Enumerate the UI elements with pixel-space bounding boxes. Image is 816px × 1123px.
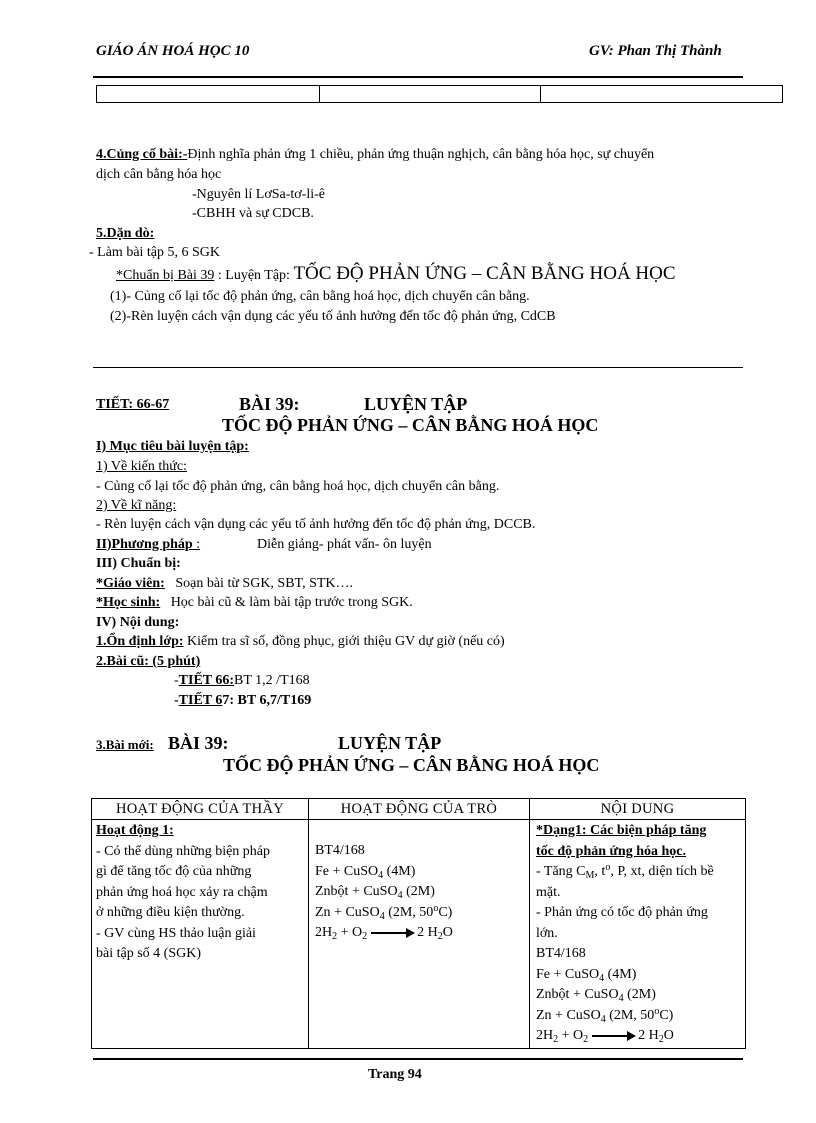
teacher-line: - GV cùng HS thảo luận giải: [96, 925, 256, 941]
bai-moi-subtitle: TỐC ĐỘ PHẢN ỨNG – CÂN BẰNG HOÁ HỌC: [223, 755, 600, 775]
activity-table: [91, 798, 746, 1049]
on-dinh-line: 1.Ổn định lớp: Kiểm tra sĩ số, đồng phục, giới thiệu GV dự giờ (nếu có): [96, 634, 505, 649]
header-rule: [93, 76, 743, 78]
content-line: - Phản ứng có tốc độ phản ứng: [536, 905, 708, 920]
cung-co-line2: dịch cân bằng hóa học: [96, 167, 222, 182]
teacher-line: ở những điều kiện thường.: [96, 905, 245, 920]
dan-do-item2: (2)-Rèn luyện cách vận dụng các yếu tố ảnh hưởng đến tốc độ phản ứng, CdCB: [110, 309, 556, 324]
teacher-line: - Có thể dùng những biện pháp: [96, 843, 271, 859]
knowledge-label: 1) Về kiến thức:: [96, 459, 187, 474]
cung-co-item1: -Nguyên lí LơSa-tơ-li-ê: [192, 187, 325, 202]
luyen-tap-title: LUYỆN TẬP: [364, 394, 468, 414]
reaction-4: $2H_2 + O_2$ 2 $H_2O$: [315, 925, 453, 942]
page-number: Trang 94: [368, 1067, 422, 1082]
skill-label: 2) Về kĩ năng:: [96, 498, 177, 513]
teacher-line: *Giáo viên: Soạn bài từ SGK, SBT, STK….: [96, 576, 354, 591]
prep-heading: III) Chuẩn bị:: [96, 556, 181, 571]
activity-title: Hoạt động 1:: [96, 823, 174, 838]
content-line: mặt.: [536, 884, 561, 900]
header-right: GV: Phan Thị Thành: [589, 43, 722, 59]
lesson-subtitle: TỐC ĐỘ PHẢN ỨNG – CÂN BẰNG HOÁ HỌC: [222, 415, 599, 435]
reaction-1: Fe + CuSO$_4$ (4M): [536, 966, 637, 984]
continued-table-row: [96, 85, 783, 103]
exercise-label: BT4/168: [315, 843, 365, 858]
student-line: *Học sinh: Học bài cũ & làm bài tập trước trong SGK.: [96, 595, 413, 610]
content-title-2: tốc độ phản ứng hóa học.: [536, 843, 686, 859]
tiet-label: TIẾT: 66-67: [96, 397, 170, 412]
bai-moi-label: 3.Bài mới:: [96, 737, 154, 752]
teacher-activity-cell: [92, 820, 309, 1049]
content-cell: [530, 820, 746, 1049]
content-heading: IV) Nội dung:: [96, 615, 180, 630]
reaction-arrow-icon: [371, 932, 413, 934]
method-line: II)Phương pháp :: [96, 537, 201, 552]
cung-co-line1: 4.Củng cố bài:-Định nghĩa phản ứng 1 chiều, phản ứng thuận nghịch, cân bằng hóa học, sự chuyển: [96, 147, 655, 162]
exercise-label: BT4/168: [536, 946, 586, 961]
teacher-line: bài tập số 4 (SGK): [96, 946, 201, 961]
reaction-3: Zn + CuSO$_4$ (2M, 50$^o$C): [315, 902, 453, 922]
content-title-1: *Dạng1: Các biện pháp tăng: [536, 823, 707, 838]
knowledge-text: - Củng cố lại tốc độ phản ứng, cân bằng hoá học, dịch chuyển cân bằng.: [96, 479, 500, 494]
cung-co-item2: -CBHH và sự CDCB.: [192, 206, 314, 221]
teacher-line: phản ứng hoá học xảy ra chậm: [96, 884, 268, 900]
teacher-line: gì để tăng tốc độ của những: [96, 864, 252, 879]
content-line: lớn.: [536, 925, 558, 941]
tiet66-line: -TIẾT 66:BT 1,2 /T168: [174, 673, 310, 688]
dan-do-prep: *Chuẩn bị Bài 39 : Luyện Tập: TỐC ĐỘ PHẢN ỨNG – CÂN BẰNG HOÁ HỌC: [116, 263, 676, 284]
bai-moi-bai: BÀI 39:: [168, 733, 229, 753]
reaction-2: Znbột + CuSO$_4$ (2M): [536, 987, 656, 1004]
header-left: GIÁO ÁN HOÁ HỌC 10: [96, 43, 250, 59]
footer-rule: [93, 1058, 743, 1060]
reaction-3: Zn + CuSO$_4$ (2M, 50$^o$C): [536, 1005, 674, 1025]
dan-do-item1: (1)- Củng cố lại tốc độ phản ứng, cân bằng hoá học, dịch chuyển cân bằng.: [110, 289, 530, 304]
reaction-arrow-icon: [592, 1035, 634, 1037]
dan-do-line1: - Làm bài tập 5, 6 SGK: [89, 245, 221, 260]
objectives-heading: I) Mục tiêu bài luyện tập:: [96, 439, 249, 454]
reaction-4: $2H_2 + O_2$ 2 $H_2O$: [536, 1028, 674, 1045]
student-activity-cell: [309, 820, 530, 1049]
bai-moi-luyen-tap: LUYỆN TẬP: [338, 733, 442, 753]
tiet67-line: -TIẾT 67: BT 6,7/T169: [174, 693, 312, 708]
header-content: NỘI DUNG: [530, 799, 746, 820]
bai-label: BÀI 39:: [239, 394, 300, 414]
method-text: Diễn giảng- phát vấn- ôn luyện: [257, 537, 432, 552]
section-divider: [93, 367, 743, 368]
header-teacher-activity: HOẠT ĐỘNG CỦA THẦY: [92, 799, 309, 820]
skill-text: - Rèn luyện cách vận dụng các yếu tố ảnh hưởng đến tốc độ phản ứng, DCCB.: [96, 517, 536, 532]
bai-cu-heading: 2.Bài cũ: (5 phút): [96, 654, 201, 669]
content-line: - Tăng $C_M$, $t^o$, P, xt, diện tích bề: [536, 862, 714, 881]
reaction-1: Fe + CuSO$_4$ (4M): [315, 863, 416, 881]
dan-do-heading: 5.Dặn dò:: [96, 226, 155, 241]
header-student-activity: HOẠT ĐỘNG CỦA TRÒ: [309, 799, 530, 820]
reaction-2: Znbột + CuSO$_4$ (2M): [315, 884, 435, 901]
